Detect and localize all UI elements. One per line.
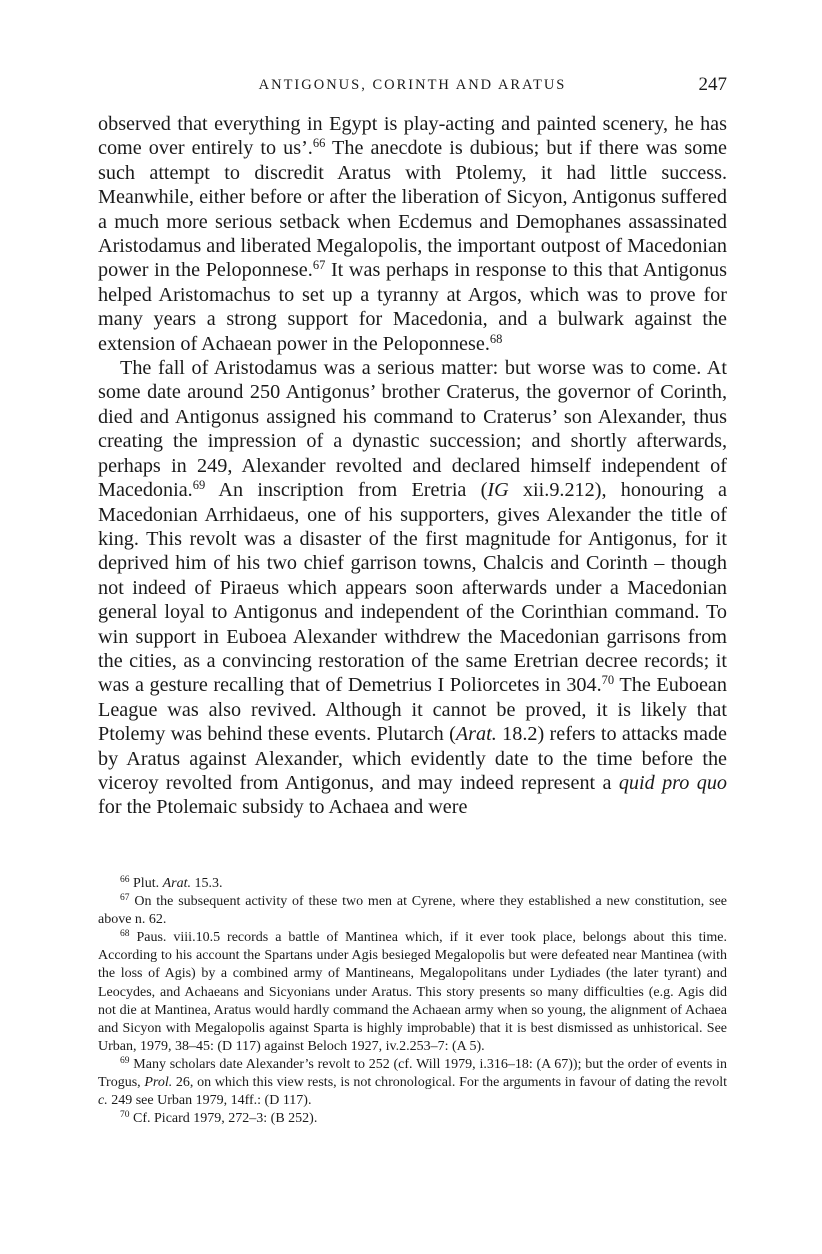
footnote-number: 70 — [120, 1109, 130, 1120]
footnotes — [98, 875, 727, 1128]
paragraph-1 — [98, 112, 727, 356]
text-run: It was perhaps in response to this that Antigonus helped Aristomachus to set up a tyranny at Argos, which was to prove for many years a strong support for Macedonia, and a bulwark against the extension of Achaean power in the Peloponnese. — [98, 259, 728, 355]
footnote-ref-68: 68 — [489, 331, 503, 346]
footnote-number: 67 — [120, 892, 130, 903]
main-text — [98, 112, 727, 820]
text-run: The Euboean League was also revived. Although it cannot be proved, it is likely that Ptolemy was behind these events. Plutarch ( — [98, 674, 727, 746]
italic-quid-pro-quo: quid pro quo — [618, 771, 728, 794]
text-run: Paus. viii.10.5 records a battle of Mantinea which, if it ever took place, belongs about this time. According to his account the Spartans under Agis besieged Megalopolis but were defeated near Mantinea (with the loss of Agis) by a combined army of Mantineans, Megalopolitans under Lydiades (the later tyrant) and Leocydes, and Achaeans and Sicyonians under Aratus. This story presents so many difficulties (e.g. Agis did not die at Mantinea, Aratus would hardly command the Achaean army when so young, the alignment of Achaea and Sicyon with Megalopolis against Sparta is highly improbable) that it is best dismissed as unhistorical. See Urban, 1979, 38–45: (D 117) against Beloch 1927, iv.2.253–7: (A 5). — [98, 930, 727, 1054]
footnote-ref-69: 69 — [192, 478, 206, 493]
text-run: The fall of Aristodamus was a serious matter: but worse was to come. At some date around 250 Antigonus’ brother Craterus, the governor of Corinth, died and Antigonus assigned his command to Craterus’ son Alexander, thus creating the impression of a dynastic succession; and shortly afterwards, perhaps in 249, Alexander revolted and declared himself independent of Macedonia. — [98, 357, 727, 502]
text-run: Plut. — [129, 876, 163, 891]
footnote-number: 66 — [120, 874, 130, 885]
footnote-69 — [98, 1056, 727, 1110]
paragraph-2 — [98, 356, 727, 820]
running-head-title: ANTIGONUS, CORINTH AND ARATUS — [258, 77, 567, 93]
footnote-number: 68 — [120, 929, 130, 940]
text-run: 15.3. — [190, 876, 223, 891]
text-run: 249 see Urban 1979, 14ff.: (D 117). — [107, 1093, 312, 1109]
text-run: On the subsequent activity of these two men at Cyrene, where they established a new constitution, see above n. 62. — [98, 894, 727, 928]
italic-arat: Arat. — [455, 723, 497, 746]
footnote-66 — [98, 875, 727, 893]
footnote-ref-66: 66 — [312, 136, 326, 151]
text-run: 18.2) refers to attacks made by Aratus against Alexander, which evidently date to the time before the viceroy revolted from Antigonus, and may indeed represent a — [98, 723, 727, 794]
text-run: xii.9.212), honouring a Macedonian Arrhidaeus, one of his supporters, gives Alexander the title of king. This revolt was a disaster of the first magnitude for Antigonus, for it deprived him of his two chief garrison towns, Chalcis and Corinth – though not indeed of Piraeus which appears soon afterwards under a Macedonian general loyal to Antigonus and independent of the Corinthian command. To win support in Euboea Alexander withdrew the Macedonian garrisons from the cities, as a convincing restoration of the same Eretrian decree records; it was a gesture recalling that of Demetrius I Poliorcetes in 304. — [98, 479, 727, 697]
footnote-67 — [98, 893, 727, 929]
footnote-ref-70: 70 — [601, 673, 615, 688]
page-number: 247 — [698, 74, 727, 95]
footnote-number: 69 — [120, 1055, 130, 1066]
text-run: 26, on which this view rests, is not chronological. For the arguments in favour of dating the revolt — [172, 1075, 727, 1091]
footnote-68 — [98, 929, 727, 1056]
text-run: observed that everything in Egypt is play-acting and painted scenery, he has come over entirely to us’. — [98, 113, 727, 160]
italic-prol: Prol. — [144, 1075, 173, 1091]
text-run: An inscription from Eretria ( — [205, 479, 488, 502]
italic-ig: IG — [487, 479, 509, 502]
italic-arat: Arat. — [162, 876, 191, 891]
text-run: The anecdote is dubious; but if there was some such attempt to discredit Aratus with Ptolemy, it had little success. Meanwhile, either before or after the liberation of Sicyon, Antigonus suffered a much more serious setback when Ecdemus and Demophanes assassinated Aristodamus and liberated Megalopolis, the important outpost of Macedonian power in the Peloponnese. — [98, 137, 727, 282]
running-header — [98, 74, 727, 98]
text-run: for the Ptolemaic subsidy to Achaea and were — [98, 796, 468, 819]
footnote-70 — [98, 1110, 727, 1128]
text-run: Cf. Picard 1979, 272–3: (B 252). — [129, 1111, 318, 1127]
italic-circa: c. — [98, 1093, 108, 1109]
text-run: Many scholars date Alexander’s revolt to 252 (cf. Will 1979, i.316–18: (A 67)); but the order of events in Trogus, — [98, 1056, 727, 1091]
footnote-ref-67: 67 — [312, 258, 326, 273]
